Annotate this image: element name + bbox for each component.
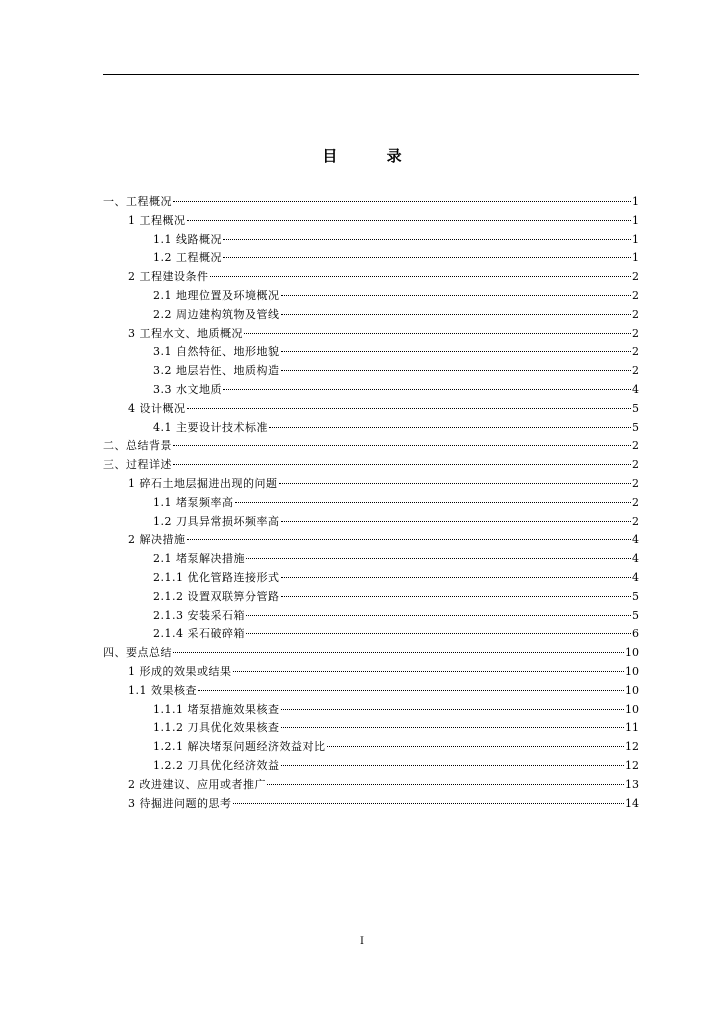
toc-entry-text: 2 工程建设条件 <box>128 270 209 284</box>
toc-entry[interactable] <box>103 362 639 381</box>
toc-entry-page: 4 <box>632 552 639 566</box>
toc-entry-text: 1.2 工程概况 <box>153 251 222 265</box>
toc-entry[interactable] <box>103 738 639 757</box>
toc-entry-page: 10 <box>625 683 639 697</box>
toc-entry-text: 3 待掘进问题的思考 <box>128 796 232 810</box>
toc-entry-text: 3.3 水文地质 <box>153 382 222 396</box>
toc-entry-page: 14 <box>625 796 639 810</box>
toc-dot-leader <box>281 708 625 710</box>
toc-entry-text: 2.1.1 优化管路连接形式 <box>153 570 280 584</box>
toc-entry-page: 1 <box>632 195 639 208</box>
toc-entry[interactable] <box>103 268 639 287</box>
toc-entry[interactable] <box>103 776 639 795</box>
toc-entry-text: 2.2 周边建构筑物及管线 <box>153 307 280 321</box>
toc-dot-leader <box>173 200 631 202</box>
toc-entry-page: 2 <box>632 364 639 378</box>
header-rule <box>103 74 639 75</box>
toc-dot-leader <box>279 482 632 484</box>
toc-dot-leader <box>281 313 632 315</box>
toc-dot-leader <box>281 595 632 597</box>
toc-entry-text: 1.2 刀具异常损坏频率高 <box>153 514 280 528</box>
toc-entry-page: 10 <box>625 664 639 678</box>
toc-entry-page: 2 <box>632 476 639 490</box>
toc-entry-page: 2 <box>632 439 639 453</box>
toc-entry-page: 2 <box>632 345 639 359</box>
toc-entry-text: 1 工程概况 <box>128 213 186 227</box>
toc-entry-text: 1.2.2 刀具优化经济效益 <box>153 758 280 772</box>
toc-entry-page: 1 <box>632 232 639 246</box>
toc-entry-page: 5 <box>632 401 639 415</box>
toc-entry-page: 11 <box>625 721 639 735</box>
toc-entry-text: 2.1.2 设置双联箅分管路 <box>153 589 280 603</box>
toc-entry[interactable] <box>103 513 639 532</box>
toc-entry-text: 1.2.1 解决堵泵问题经济效益对比 <box>153 740 326 754</box>
toc-dot-leader <box>269 426 631 428</box>
toc-entry-text: 1 形成的效果或结果 <box>128 664 232 678</box>
toc-entry-page: 5 <box>632 420 639 434</box>
toc-dot-leader <box>233 670 625 672</box>
toc-entry-text: 一、工程概况 <box>103 195 172 208</box>
toc-dot-leader <box>267 783 624 785</box>
toc-entry-text: 3.2 地层岩性、地质构造 <box>153 364 280 378</box>
toc-entry-page: 5 <box>632 608 639 622</box>
toc-entry-page: 1 <box>632 251 639 265</box>
toc-entry[interactable] <box>103 757 639 776</box>
toc-entry-text: 2.1.4 采石破碎箱 <box>153 627 245 641</box>
toc-entry[interactable] <box>103 625 639 644</box>
page-number: I <box>360 936 364 947</box>
toc-entry[interactable] <box>103 325 639 344</box>
toc-dot-leader <box>173 444 631 446</box>
toc-entry[interactable] <box>103 644 639 663</box>
toc-entry-page: 2 <box>632 495 639 509</box>
toc-entry-page: 2 <box>632 458 639 472</box>
toc-entry-text: 1.1.1 堵泵措施效果核查 <box>153 702 280 716</box>
toc-entry-text: 3.1 自然特征、地形地貌 <box>153 345 280 359</box>
toc-entry-page: 4 <box>632 533 639 547</box>
toc-entry-page: 2 <box>632 514 639 528</box>
toc-entry[interactable] <box>103 550 639 569</box>
toc-entry-text: 2 改进建议、应用或者推广 <box>128 777 266 791</box>
toc-entry[interactable] <box>103 437 639 456</box>
toc-entry[interactable] <box>103 475 639 494</box>
toc-dot-leader <box>244 332 631 334</box>
toc-entry[interactable] <box>103 795 639 814</box>
toc-entry-page: 5 <box>632 589 639 603</box>
toc-dot-leader <box>281 294 632 296</box>
toc-entry-text: 1.1 线路概况 <box>153 232 222 246</box>
toc-dot-leader <box>173 651 624 653</box>
toc-entry[interactable] <box>103 663 639 682</box>
toc-entry-text: 三、过程详述 <box>103 458 172 472</box>
toc-entry[interactable] <box>103 701 639 720</box>
toc-dot-leader <box>210 275 632 277</box>
toc-dot-leader <box>173 463 631 465</box>
toc-entry[interactable] <box>103 456 639 475</box>
toc-entry-text: 1.1 堵泵频率高 <box>153 495 234 509</box>
toc-entry[interactable] <box>103 719 639 738</box>
toc-entry-page: 10 <box>625 702 639 716</box>
toc-entry-page: 2 <box>632 270 639 284</box>
toc-entry-text: 1.1.2 刀具优化效果核查 <box>153 721 280 735</box>
toc-entry-text: 3 工程水文、地质概况 <box>128 326 243 340</box>
toc-entry-text: 1.1 效果核查 <box>128 683 197 697</box>
toc-entry[interactable] <box>103 249 639 268</box>
toc-dot-leader <box>223 256 631 258</box>
toc-entry-page: 12 <box>625 740 639 754</box>
toc-entry[interactable] <box>103 531 639 550</box>
toc-dot-leader <box>223 388 631 390</box>
toc-entry-text: 四、要点总结 <box>103 646 172 660</box>
toc-entry[interactable] <box>103 306 639 325</box>
toc-dot-leader <box>281 576 632 578</box>
toc-entry-text: 4.1 主要设计技术标准 <box>153 420 268 434</box>
toc-dot-leader <box>223 238 631 240</box>
toc-dot-leader <box>198 689 624 691</box>
toc-dot-leader <box>281 369 632 371</box>
toc-dot-leader <box>246 557 631 559</box>
toc-dot-leader <box>233 802 625 804</box>
toc-dot-leader <box>187 219 632 221</box>
toc-entry[interactable] <box>103 231 639 250</box>
toc-entry-page: 12 <box>625 758 639 772</box>
toc-entry[interactable] <box>103 400 639 419</box>
toc-entry[interactable] <box>103 343 639 362</box>
toc-dot-leader <box>187 407 632 409</box>
toc-entry-page: 4 <box>632 570 639 584</box>
toc-entry-page: 1 <box>632 213 639 227</box>
toc-entry-page: 2 <box>632 288 639 302</box>
toc-entry[interactable] <box>103 381 639 400</box>
toc-dot-leader <box>235 501 632 503</box>
toc-dot-leader <box>281 764 625 766</box>
toc-entry[interactable] <box>103 682 639 701</box>
toc-entry-page: 2 <box>632 307 639 321</box>
toc-title: 目 录 <box>322 147 424 165</box>
toc-entry-page: 2 <box>632 326 639 340</box>
toc-entry-page: 10 <box>625 646 639 660</box>
toc-entry-text: 2 解决措施 <box>128 533 186 547</box>
toc-entry-page: 4 <box>632 382 639 396</box>
toc-dot-leader <box>246 632 631 634</box>
toc-dot-leader <box>281 726 625 728</box>
toc-entry-text: 二、总结背景 <box>103 439 172 453</box>
toc-entry[interactable] <box>103 588 639 607</box>
toc-list <box>103 193 639 813</box>
toc-entry-page: 13 <box>625 777 639 791</box>
toc-entry-text: 2.1 地理位置及环境概况 <box>153 288 280 302</box>
toc-entry-text: 4 设计概况 <box>128 401 186 415</box>
toc-entry-text: 1 碎石土地层掘进出现的问题 <box>128 476 278 490</box>
toc-entry-text: 2.1 堵泵解决措施 <box>153 552 245 566</box>
toc-entry[interactable] <box>103 193 639 212</box>
toc-dot-leader <box>281 350 632 352</box>
toc-dot-leader <box>246 614 631 616</box>
toc-entry[interactable] <box>103 494 639 513</box>
toc-entry[interactable] <box>103 212 639 231</box>
toc-entry-text: 2.1.3 安装采石箱 <box>153 608 245 622</box>
toc-entry[interactable] <box>103 607 639 626</box>
toc-entry[interactable] <box>103 287 639 306</box>
toc-entry[interactable] <box>103 419 639 438</box>
toc-dot-leader <box>187 538 632 540</box>
toc-dot-leader <box>281 520 632 522</box>
toc-entry-page: 6 <box>632 627 639 641</box>
toc-dot-leader <box>327 745 625 747</box>
toc-entry[interactable] <box>103 569 639 588</box>
